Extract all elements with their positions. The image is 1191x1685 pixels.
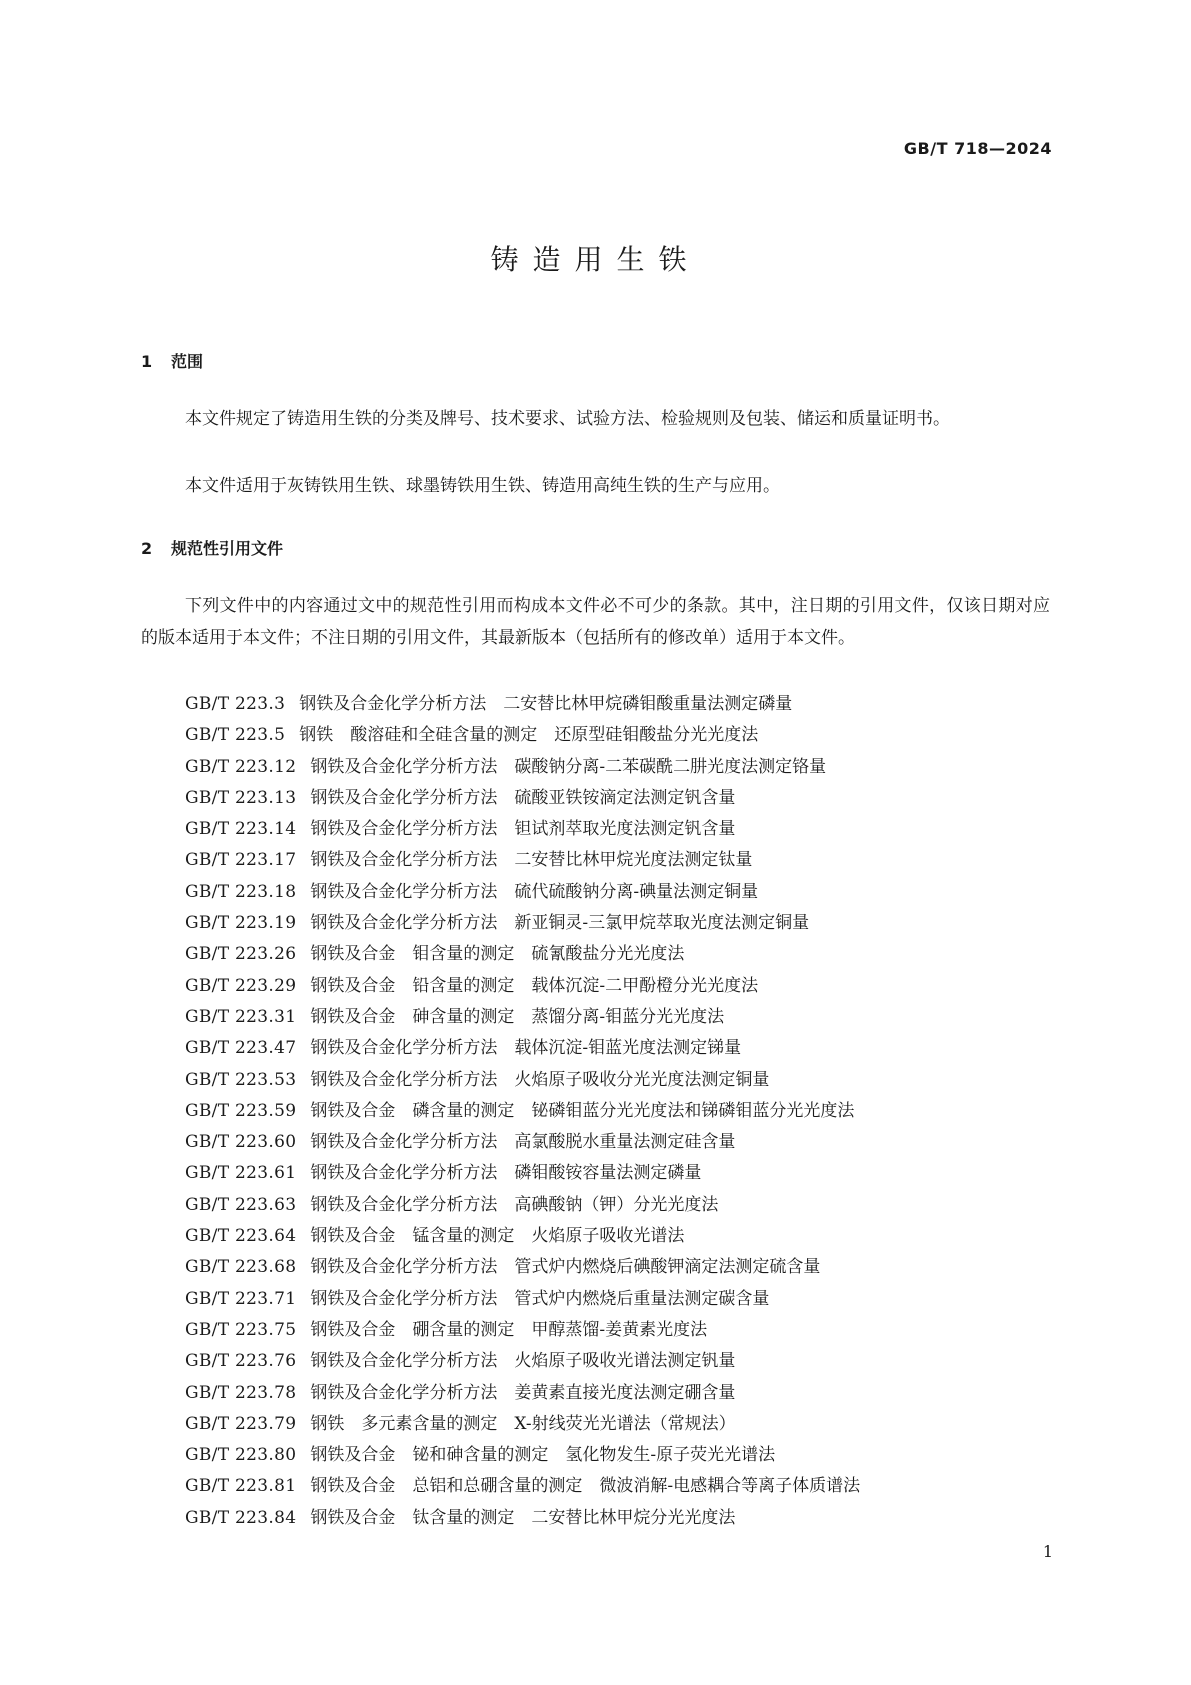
reference-title: 钢铁及合金化学分析方法 姜黄素直接光度法测定硼含量	[310, 1382, 736, 1403]
reference-title: 钢铁及合金化学分析方法 载体沉淀-钼蓝光度法测定锑量	[310, 1038, 742, 1059]
reference-item	[185, 1158, 860, 1189]
reference-title: 钢铁及合金化学分析方法 钽试剂萃取光度法测定钒含量	[310, 819, 736, 840]
reference-code: GB/T 223.61	[185, 1163, 297, 1184]
reference-code: GB/T 223.19	[185, 913, 297, 934]
reference-code: GB/T 223.76	[185, 1351, 297, 1372]
page-number: 1	[1042, 1542, 1053, 1561]
reference-item	[185, 1127, 860, 1158]
section-2-heading	[141, 536, 283, 559]
reference-item	[185, 971, 860, 1002]
reference-item	[185, 1440, 860, 1471]
reference-code: GB/T 223.29	[185, 975, 297, 996]
reference-item	[185, 877, 860, 908]
reference-title: 钢铁及合金化学分析方法 新亚铜灵-三氯甲烷萃取光度法测定铜量	[310, 913, 810, 934]
reference-code: GB/T 223.12	[185, 756, 297, 777]
reference-item	[185, 814, 860, 845]
reference-code: GB/T 223.81	[185, 1476, 297, 1497]
reference-title: 钢铁及合金化学分析方法 碳酸钠分离-二苯碳酰二肼光度法测定铬量	[310, 756, 827, 777]
reference-code: GB/T 223.26	[185, 944, 297, 965]
reference-code: GB/T 223.18	[185, 881, 297, 902]
reference-title: 钢铁及合金化学分析方法 高氯酸脱水重量法测定硅含量	[310, 1132, 736, 1153]
reference-code: GB/T 223.79	[185, 1413, 297, 1434]
reference-code: GB/T 223.78	[185, 1382, 297, 1403]
reference-title: 钢铁及合金化学分析方法 二安替比林甲烷磷钼酸重量法测定磷量	[299, 694, 793, 714]
reference-title: 钢铁及合金 铅含量的测定 载体沉淀-二甲酚橙分光光度法	[310, 975, 759, 996]
reference-code: GB/T 223.75	[185, 1319, 297, 1340]
reference-item	[185, 939, 860, 970]
reference-item	[185, 1378, 860, 1409]
reference-item	[185, 908, 860, 939]
reference-title: 钢铁及合金化学分析方法 火焰原子吸收光谱法测定钒量	[310, 1351, 736, 1372]
reference-code: GB/T 223.14	[185, 819, 297, 840]
reference-title: 钢铁 多元素含量的测定 X-射线荧光光谱法（常规法）	[310, 1413, 736, 1434]
reference-title: 钢铁及合金化学分析方法 火焰原子吸收分光光度法测定铜量	[310, 1069, 770, 1090]
scope-paragraph-2: 本文件适用于灰铸铁用生铁、球墨铸铁用生铁、铸造用高纯生铁的生产与应用。	[185, 476, 780, 496]
reference-code: GB/T 223.59	[185, 1100, 297, 1121]
reference-title: 钢铁及合金 砷含量的测定 蒸馏分离-钼蓝分光光度法	[310, 1006, 725, 1027]
section-1-heading	[141, 349, 203, 372]
reference-code: GB/T 223.3	[185, 694, 286, 714]
scope-paragraph-1: 本文件规定了铸造用生铁的分类及牌号、技术要求、试验方法、检验规则及包装、储运和质量证明书。	[185, 409, 950, 429]
reference-code: GB/T 223.53	[185, 1069, 297, 1090]
standard-code: GB/T 718—2024	[903, 139, 1052, 158]
reference-code: GB/T 223.31	[185, 1006, 297, 1027]
section-number: 1	[141, 352, 153, 371]
reference-item	[185, 1503, 860, 1534]
reference-code: GB/T 223.84	[185, 1507, 297, 1528]
reference-code: GB/T 223.5	[185, 725, 286, 746]
reference-item	[185, 1033, 860, 1064]
reference-code: GB/T 223.17	[185, 850, 297, 871]
reference-item	[185, 1221, 860, 1252]
reference-title: 钢铁 酸溶硅和全硅含量的测定 还原型硅钼酸盐分光光度法	[299, 725, 759, 746]
reference-item	[185, 1315, 860, 1346]
reference-code: GB/T 223.63	[185, 1194, 297, 1215]
reference-title: 钢铁及合金化学分析方法 硫代硫酸钠分离-碘量法测定铜量	[310, 881, 759, 902]
section-title: 范围	[171, 352, 204, 371]
reference-item	[185, 1346, 860, 1377]
reference-item	[185, 1409, 860, 1440]
reference-item	[185, 720, 860, 751]
reference-title: 钢铁及合金化学分析方法 管式炉内燃烧后重量法测定碳含量	[310, 1288, 770, 1309]
reference-code: GB/T 223.64	[185, 1226, 297, 1247]
reference-list	[185, 689, 860, 1534]
section-title: 规范性引用文件	[171, 539, 284, 558]
reference-item	[185, 752, 860, 783]
reference-title: 钢铁及合金 总铝和总硼含量的测定 微波消解-电感耦合等离子体质谱法	[310, 1476, 861, 1497]
section-number: 2	[141, 539, 153, 558]
reference-item	[185, 845, 860, 876]
reference-code: GB/T 223.71	[185, 1288, 297, 1309]
reference-item	[185, 1096, 860, 1127]
reference-item	[185, 1471, 860, 1502]
reference-title: 钢铁及合金 磷含量的测定 铋磷钼蓝分光光度法和锑磷钼蓝分光光度法	[310, 1100, 855, 1121]
reference-item	[185, 1190, 860, 1221]
reference-item	[185, 689, 860, 720]
reference-item	[185, 1002, 860, 1033]
reference-title: 钢铁及合金化学分析方法 二安替比林甲烷光度法测定钛量	[310, 850, 753, 871]
reference-item	[185, 1065, 860, 1096]
reference-item	[185, 1284, 860, 1315]
reference-title: 钢铁及合金 硼含量的测定 甲醇蒸馏-姜黄素光度法	[310, 1319, 708, 1340]
reference-title: 钢铁及合金化学分析方法 硫酸亚铁铵滴定法测定钒含量	[310, 787, 736, 808]
reference-title: 钢铁及合金 铋和砷含量的测定 氢化物发生-原子荧光光谱法	[310, 1445, 776, 1466]
reference-title: 钢铁及合金化学分析方法 磷钼酸铵容量法测定磷量	[310, 1163, 702, 1184]
references-intro: 下列文件中的内容通过文中的规范性引用而构成本文件必不可少的条款。其中，注日期的引用文件，仅该日期对应的版本适用于本文件；不注日期的引用文件，其最新版本（包括所有的修改单）适用于本文件。	[141, 596, 1050, 648]
reference-title: 钢铁及合金 锰含量的测定 火焰原子吸收光谱法	[310, 1226, 685, 1247]
reference-code: GB/T 223.47	[185, 1038, 297, 1059]
reference-code: GB/T 223.60	[185, 1132, 297, 1153]
reference-title: 钢铁及合金化学分析方法 管式炉内燃烧后碘酸钾滴定法测定硫含量	[310, 1257, 821, 1278]
reference-code: GB/T 223.13	[185, 787, 297, 808]
reference-title: 钢铁及合金 钼含量的测定 硫氰酸盐分光光度法	[310, 944, 685, 965]
reference-title: 钢铁及合金化学分析方法 高碘酸钠（钾）分光光度法	[310, 1194, 719, 1215]
document-title: 铸造用生铁	[490, 243, 701, 276]
reference-item	[185, 1252, 860, 1283]
reference-title: 钢铁及合金 钛含量的测定 二安替比林甲烷分光光度法	[310, 1507, 736, 1528]
reference-code: GB/T 223.68	[185, 1257, 297, 1278]
reference-item	[185, 783, 860, 814]
reference-code: GB/T 223.80	[185, 1445, 297, 1466]
